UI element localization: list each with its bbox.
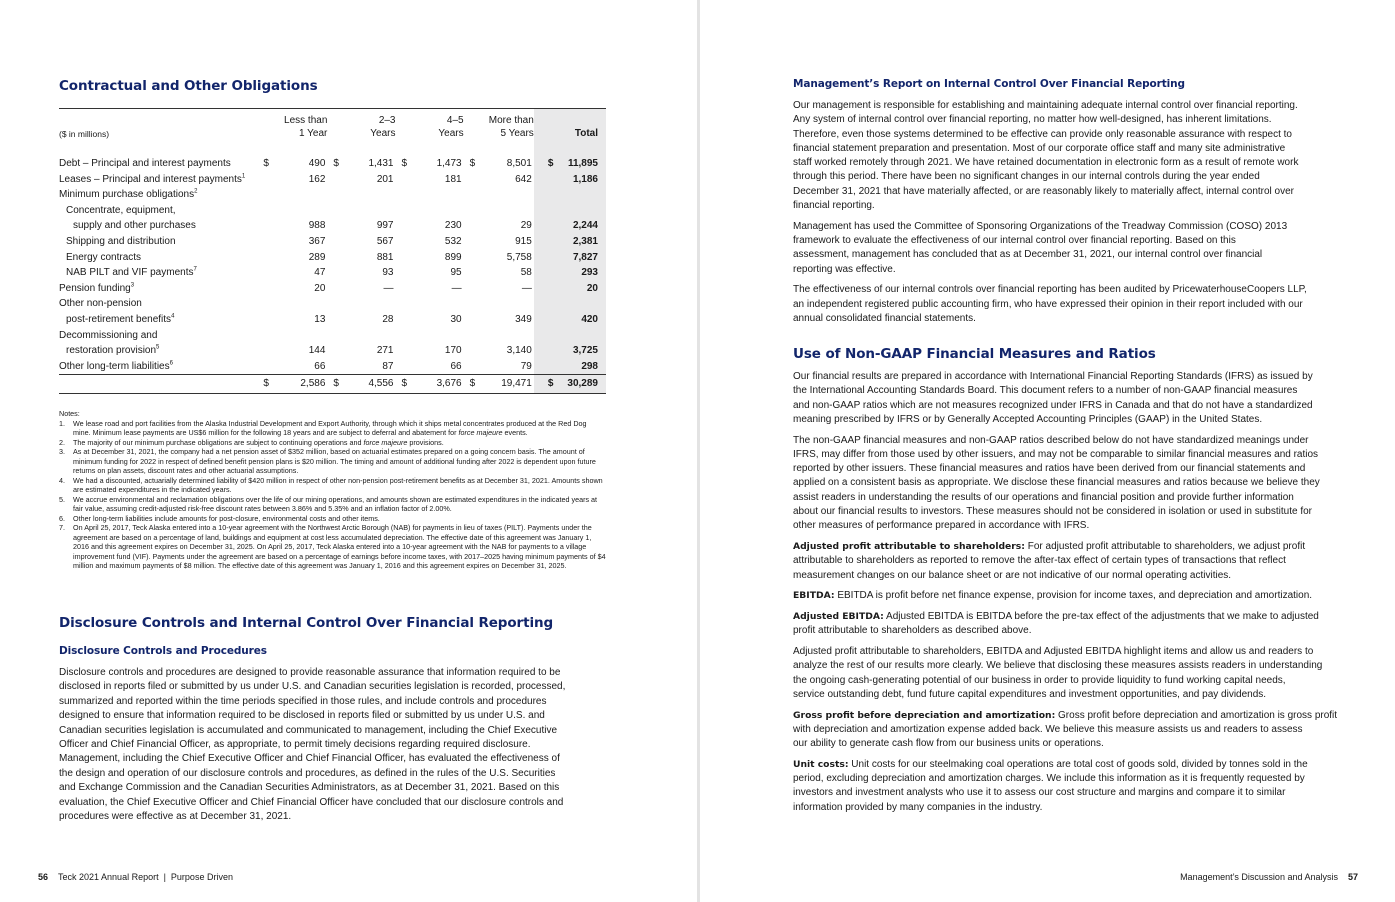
cell-2-3-years: 1,431 (368, 158, 394, 169)
non-gaap-p2: The non-GAAP financial measures and non-GAAP ratios described below do not have standardized meanings under IFRS, may differ from those used by other issuers, and may not be comparable to similar financial measures and ratios reported by other issuers. These financial measures and ratios have been derived from our financial statements and applied on a consistent basis as appropriate. We disclose these financial measures and ratios because we believe they assist readers in understanding the results of our operations and financial position and provide further information about our financial results to investors. These measures should not be considered in isolation or used in substitute for other measures of performance prepared in accordance with IFRS. (793, 434, 1320, 532)
currency-sign (396, 281, 415, 297)
cell-2-3-years: — (383, 282, 394, 294)
cell-2-3-years (346, 328, 395, 344)
currency-sign: $ (333, 158, 339, 169)
currency-sign (327, 343, 346, 359)
grand-total: 30,289 (559, 375, 606, 394)
currency-sign (327, 203, 346, 219)
cell-4-5-years: — (451, 282, 462, 294)
mgmt-report-body (793, 99, 1341, 333)
cell-less-than-1-year: 988 (308, 220, 326, 232)
currency-sign (464, 359, 483, 375)
currency-sign (396, 203, 415, 219)
cell-more-than-5-years: 5,758 (506, 251, 532, 263)
disclosure-body: Disclosure controls and procedures are designed to provide reasonable assurance that information required to be disclosed in reports filed or submitted by us under U.S. and Canadian securities legislation is recorded, processed, summarized and reported within the time periods specified in those rules, and include controls and procedures designed to ensure that information required to be disclosed in reports filed or submitted by us under U.S. and Canadian securities legislation is accumulated and communicated to management, including the Chief Executive Officer and Chief Financial Officer, as appropriate, to permit timely decisions regarding required disclosure. Management, including the Chief Executive Officer and Chief Financial Officer, has evaluated the effectiveness of the design and operation of our disclosure controls and procedures, as defined in the rules of the U.S. Securities and Exchange Commission and the Canadian Securities Administrators, as at December 31, 2021. Based on this evaluation, the Chief Executive Officer and Chief Financial Officer have concluded that our disclosure controls and procedures were effective as at December 31, 2021. (59, 667, 566, 823)
cell-total: 20 (559, 281, 606, 297)
row-label: Concentrate, equipment, (66, 204, 176, 216)
col-header-total: Total (559, 109, 606, 142)
total-cell: $ (327, 375, 346, 394)
total-cell: $ (257, 375, 276, 394)
note-item: 3. As at December 31, 2021, the company had a net pension asset of $352 million, based on actuarial estimates prepared on a going concern basis. The amount of minimum funding for 2022 in respect of defined benefit pension plans is $20 million. The timing and amount of additional funding after 2022 is dependent upon future returns on plan assets, discount rates and other actuarial assumptions. (59, 447, 596, 475)
non-gaap-title: Use of Non-GAAP Financial Measures and Ratios (793, 346, 1156, 362)
currency-sign (257, 250, 276, 266)
cell-4-5-years: 170 (444, 345, 462, 357)
total-cell: 19,471 (483, 375, 534, 394)
notes-heading: Notes: (59, 409, 80, 418)
currency-sign (327, 234, 346, 250)
row-label: Debt – Principal and interest payments (59, 158, 231, 169)
cell-4-5-years: 899 (444, 251, 462, 263)
table-row (59, 218, 606, 234)
cell-less-than-1-year (276, 296, 327, 312)
row-label: restoration provision$^5$ (66, 344, 160, 357)
cell-2-3-years: 87 (382, 360, 394, 372)
footnote-ref: 1 (241, 173, 246, 180)
row-label: Leases – Principal and interest payments$^1$ (59, 173, 246, 185)
cell-total: 7,827 (559, 250, 606, 266)
cell-total: 11,895 (559, 156, 606, 172)
cell-4-5-years (415, 187, 464, 203)
table-row (59, 328, 606, 344)
row-label: Other non-pension (59, 298, 142, 310)
row-label: Energy contracts (66, 251, 142, 263)
non-gaap-body (793, 370, 1341, 821)
footnote-ref: 7 (193, 266, 197, 273)
table-row (59, 312, 606, 328)
table-row (59, 359, 606, 375)
cell-less-than-1-year (276, 203, 327, 219)
currency-sign (464, 343, 483, 359)
cell-total: 420 (559, 312, 606, 328)
left-footer-text: Teck 2021 Annual Report | Purpose Driven (58, 872, 233, 882)
currency-sign (327, 187, 346, 203)
currency-sign (464, 250, 483, 266)
cell-total (559, 328, 606, 344)
cell-4-5-years: 66 (450, 360, 462, 372)
def-ebitda: EBITDA: EBITDA is profit before net finance expense, provision for income taxes, and depreciation and amortization. (793, 590, 1313, 602)
currency-sign (534, 172, 559, 188)
footnote-ref: 5 (156, 344, 160, 351)
total-cell: 4,556 (346, 375, 395, 394)
table-row (59, 250, 606, 266)
table-row (59, 234, 606, 250)
table-row (59, 265, 606, 281)
col-header-2-3-years: 2–3 Years (370, 115, 396, 139)
currency-sign (327, 172, 346, 188)
currency-sign (534, 296, 559, 312)
note-item: 2. The majority of our minimum purchase obligations are subject to continuing operations and force majeure provisions. (59, 437, 444, 447)
total-cell: 3,676 (415, 375, 464, 394)
left-footer (38, 872, 233, 882)
currency-sign (327, 265, 346, 281)
cell-less-than-1-year: 144 (308, 345, 326, 357)
note-item: 1. We lease road and port facilities from the Alaska Industrial Development and Export Authority, through which it ships metal concentrates produced at the Red Dog mine. Minimum lease payments are US$6 million for the following 18 years and are subject to deferral and abatement for force majeure events. (59, 418, 587, 437)
cell-total: 3,725 (559, 343, 606, 359)
table-row (59, 281, 606, 297)
cell-more-than-5-years: 79 (520, 360, 532, 372)
cell-less-than-1-year: 47 (314, 267, 326, 279)
left-page-number: 56 (38, 872, 49, 882)
totals-row (59, 375, 606, 394)
currency-sign (257, 172, 276, 188)
cell-less-than-1-year (276, 328, 327, 344)
cell-more-than-5-years: 3,140 (506, 345, 532, 357)
table-row (59, 156, 606, 172)
cell-2-3-years: 93 (382, 267, 394, 279)
cell-more-than-5-years (483, 203, 534, 219)
currency-sign (396, 218, 415, 234)
mgmt-report-p3: The effectiveness of our internal controls over financial reporting has been audited by PricewaterhouseCoopers LLP, an independent registered public accounting firm, who have expressed their opinion in their report included with our annual consolidated financial statements. (793, 284, 1307, 324)
currency-sign (534, 250, 559, 266)
currency-sign: $ (401, 158, 408, 169)
total-cell: 2,586 (276, 375, 327, 394)
cell-more-than-5-years (483, 296, 534, 312)
currency-sign (396, 187, 415, 203)
currency-sign (257, 234, 276, 250)
cell-2-3-years: 271 (376, 345, 394, 357)
currency-sign (327, 359, 346, 375)
cell-4-5-years (415, 328, 464, 344)
currency-sign (534, 328, 559, 344)
cell-more-than-5-years: 642 (515, 173, 532, 185)
cell-4-5-years: 230 (444, 220, 462, 232)
col-header-4-5-years: 4–5 Years (438, 115, 464, 139)
row-label: post-retirement benefits$^4$ (66, 313, 175, 325)
cell-total (559, 296, 606, 312)
currency-sign (464, 281, 483, 297)
def-adjusted-ebitda: Adjusted EBITDA: Adjusted EBITDA is EBITDA before the pre-tax effect of the adjustments that we make to adjusted profit attributable to shareholders as described above. (793, 611, 1319, 637)
cell-less-than-1-year (276, 187, 327, 203)
total-cell: $ (396, 375, 415, 394)
obligations-notes (59, 409, 606, 571)
obligations-table (59, 108, 606, 394)
cell-more-than-5-years: 915 (515, 235, 532, 247)
row-label: Other long-term liabilities$^6$ (59, 360, 173, 372)
right-page-number: 57 (1347, 872, 1358, 882)
disclosure-subtitle: Disclosure Controls and Procedures (59, 645, 267, 657)
cell-2-3-years: 28 (382, 313, 394, 325)
currency-sign (257, 187, 276, 203)
currency-sign (257, 328, 276, 344)
non-gaap-p1: Our financial results are prepared in accordance with International Financial Reporting Standards (IFRS) as issued by the International Accounting Standards Board. This document refers to a number of non-GAAP financial measures and non-GAAP ratios which are not measures recognized under IFRS in Canada and that do not have a standardized meaning prescribed by IFRS or by Generally Accepted Accounting Principles (GAAP) in the United States. (793, 371, 1313, 425)
note-item: 6. Other long-term liabilities include amounts for post-closure, environmental costs and other items. (59, 513, 380, 523)
cell-total: 2,381 (559, 234, 606, 250)
currency-sign (464, 187, 483, 203)
cell-more-than-5-years (483, 187, 534, 203)
currency-sign (464, 312, 483, 328)
cell-2-3-years: 567 (376, 235, 394, 247)
col-header-more-than-5-years: More than 5 Years (488, 115, 534, 139)
cell-4-5-years (415, 296, 464, 312)
cell-less-than-1-year: 13 (314, 313, 326, 325)
table-row (59, 203, 606, 219)
cell-total (559, 203, 606, 219)
cell-4-5-years: 1,473 (436, 158, 462, 169)
footnote-ref: 2 (194, 188, 198, 195)
cell-2-3-years: 881 (376, 251, 394, 263)
currency-sign (396, 172, 415, 188)
cell-more-than-5-years (483, 328, 534, 344)
row-label: supply and other purchases (73, 220, 196, 232)
currency-sign (534, 359, 559, 375)
col-header-less-than-1-year: Less than 1 Year (284, 115, 328, 139)
currency-sign (464, 203, 483, 219)
cell-more-than-5-years: — (521, 282, 532, 294)
cell-total: 1,186 (559, 172, 606, 188)
total-cell: $ (464, 375, 483, 394)
currency-sign (464, 218, 483, 234)
currency-sign (327, 312, 346, 328)
left-page (0, 0, 697, 902)
cell-4-5-years: 532 (444, 235, 462, 247)
currency-sign (327, 281, 346, 297)
currency-sign (327, 218, 346, 234)
table-row (59, 172, 606, 188)
units-header: ($ in millions) (59, 128, 110, 139)
currency-sign (534, 187, 559, 203)
table-row (59, 296, 606, 312)
currency-sign (534, 203, 559, 219)
currency-sign (534, 218, 559, 234)
footnote-ref: 3 (130, 282, 135, 289)
mgmt-report-p1: Our management is responsible for establishing and maintaining adequate internal control over financial reporting. Any system of internal control over financial reporting, no matter how well-designed, has inherent limitations. Therefore, even those systems determined to be effective can provide only reasonable assurance with respect to financial statement preparation and presentation. Most of our corporate office staff and many site administrative staff worked remotely through 2021. We have retained documentation in electronic form as a result of remote work through this period. There have been no significant changes in our internal controls during the year ended December 31, 2021 that have materially affected, or are reasonably likely to materially affect, internal control over financial reporting. (793, 100, 1299, 212)
currency-sign (396, 359, 415, 375)
cell-2-3-years: 201 (376, 173, 394, 185)
cell-less-than-1-year: 162 (308, 173, 326, 185)
cell-more-than-5-years: 349 (515, 313, 532, 325)
note-item: 4. We had a discounted, actuarially determined liability of $420 million in respect of other non-pension post-retirement benefits as at December 31, 2021. Amounts shown are estimated expenditures in the indicated years. (59, 475, 603, 494)
mgmt-report-p2: Management has used the Committee of Sponsoring Organizations of the Treadway Commission (COSO) 2013 framework to evaluate the effectiveness of our internal control over financial reporting. Based on this assessment, management has concluded that as at December 31, 2021, our internal control over financial reporting was effective. (793, 220, 1288, 275)
cell-more-than-5-years: 29 (520, 220, 532, 232)
cell-total: 293 (559, 265, 606, 281)
cell-less-than-1-year: 289 (308, 251, 326, 263)
footnote-ref: 4 (171, 313, 175, 320)
cell-2-3-years (346, 203, 395, 219)
def-unit-costs: Unit costs: Unit costs for our steelmaking coal operations are total cost of goods sold, divided by tonnes sold in the period, excluding depreciation and amortization charges. We include this information as it is frequently requested by investors and investment analysts who use it to assess our cost structure and margins and compare it to similar information provided by many companies in the industry. (793, 758, 1308, 813)
currency-sign (534, 312, 559, 328)
non-gaap-p3: Adjusted profit attributable to shareholders, EBITDA and Adjusted EBITDA highlight items and allow us and readers to analyze the rest of our results more clearly. We believe that disclosing these measures assists readers in understanding the ongoing cash-generating potential of our business in order to provide liquidity to fund working capital needs, service outstanding debt, fund future capital expenditures and investment opportunities, and pay dividends. (793, 646, 1323, 700)
currency-sign (534, 265, 559, 281)
row-label: Pension funding$^3$ (59, 282, 135, 294)
currency-sign (464, 296, 483, 312)
cell-4-5-years: 181 (444, 173, 462, 185)
currency-sign (534, 343, 559, 359)
cell-4-5-years: 30 (450, 313, 462, 325)
currency-sign (257, 296, 276, 312)
note-item: 5. We accrue environmental and reclamation obligations over the life of our mining operations, and amounts shown are estimated expenditures in the indicated years at fair value, assuming credit-adjusted risk-free discount rates between 3.86% and 5.35% and an inflation factor of 2.00%. (59, 494, 598, 513)
cell-total: 2,244 (559, 218, 606, 234)
footnote-ref: 6 (169, 360, 173, 367)
currency-sign (257, 265, 276, 281)
cell-less-than-1-year: 20 (314, 282, 326, 294)
currency-sign (534, 281, 559, 297)
cell-2-3-years: 997 (376, 220, 394, 232)
right-footer-text: Management’s Discussion and Analysis (1180, 872, 1338, 882)
cell-total: 298 (559, 359, 606, 375)
cell-2-3-years (346, 296, 395, 312)
cell-4-5-years: 95 (450, 267, 462, 279)
currency-sign (257, 343, 276, 359)
currency-sign (257, 203, 276, 219)
row-label: Minimum purchase obligations$^2$ (59, 188, 198, 201)
currency-sign: $ (263, 158, 269, 169)
cell-less-than-1-year: 66 (314, 360, 326, 372)
currency-sign (327, 296, 346, 312)
currency-sign (464, 328, 483, 344)
currency-sign (396, 328, 415, 344)
currency-sign (396, 265, 415, 281)
right-page (700, 0, 1395, 902)
cell-less-than-1-year: 490 (308, 158, 326, 169)
right-footer (1180, 872, 1358, 882)
cell-total (559, 187, 606, 203)
currency-sign (396, 234, 415, 250)
note-item: 7. On April 25, 2017, Teck Alaska entered into a 10-year agreement with the Northwest Arctic Borough (NAB) for payments in lieu of taxes (PILT). Payments under the agreement are based on a percentage of land, buildings and equipment at cost less accumulated depreciation. The effective date of this agreement was January 1, 2016 and this agreement expires on December 31, 2025. On April 25, 2017, Teck Alaska entered into a 10-year agreement with the NAB for payments to a village improvement fund (VIF). Payments under the agreement are based on a percentage of earnings before income taxes, with 2017–2025 having minimum payments of $4 million and maximum payments of $8 million. The effective date of this agreement was January 1, 2016 and this agreement expires on December 31, 2025. (59, 523, 606, 570)
currency-sign (257, 312, 276, 328)
def-gross-profit: Gross profit before depreciation and amortization: Gross profit before depreciation and amortization is gross profit with depreciation and amortization expense added back. We believe this measure assists us and readers to assess our ability to generate cash flow from our business units or operations. (793, 709, 1338, 750)
cell-more-than-5-years: 58 (520, 267, 532, 279)
row-label: Shipping and distribution (66, 235, 176, 247)
cell-more-than-5-years: 8,501 (506, 158, 532, 169)
currency-sign (464, 265, 483, 281)
currency-sign (464, 172, 483, 188)
cell-4-5-years (415, 203, 464, 219)
total-cell: $ (534, 375, 559, 394)
cell-2-3-years (346, 187, 395, 203)
obligations-title: Contractual and Other Obligations (59, 78, 318, 94)
currency-sign (257, 359, 276, 375)
cell-less-than-1-year: 367 (308, 235, 326, 247)
currency-sign (464, 234, 483, 250)
currency-sign (327, 250, 346, 266)
currency-sign (534, 234, 559, 250)
total-cell (59, 375, 257, 394)
currency-sign (396, 250, 415, 266)
table-row (59, 343, 606, 359)
currency-sign: $ (469, 158, 476, 169)
currency-sign (257, 218, 276, 234)
row-label: Decommissioning and (59, 329, 158, 341)
disclosure-title: Disclosure Controls and Internal Control Over Financial Reporting (59, 615, 554, 631)
currency-sign (396, 296, 415, 312)
def-adjusted-profit: Adjusted profit attributable to shareholders: For adjusted profit attributable to shareholders, we adjust profit attributable to shareholders as reported to remove the after-tax effect of certain types of transactions that reflect measurement changes on our balance sheet or are not indicative of our normal operating activities. (793, 541, 1306, 581)
currency-sign (257, 281, 276, 297)
table-row (59, 187, 606, 203)
currency-sign (327, 328, 346, 344)
currency-sign (396, 312, 415, 328)
currency-sign (396, 343, 415, 359)
currency-sign: $ (534, 156, 559, 172)
row-label: NAB PILT and VIF payments$^7$ (66, 266, 197, 279)
mgmt-report-title: Management’s Report on Internal Control Over Financial Reporting (793, 78, 1185, 90)
